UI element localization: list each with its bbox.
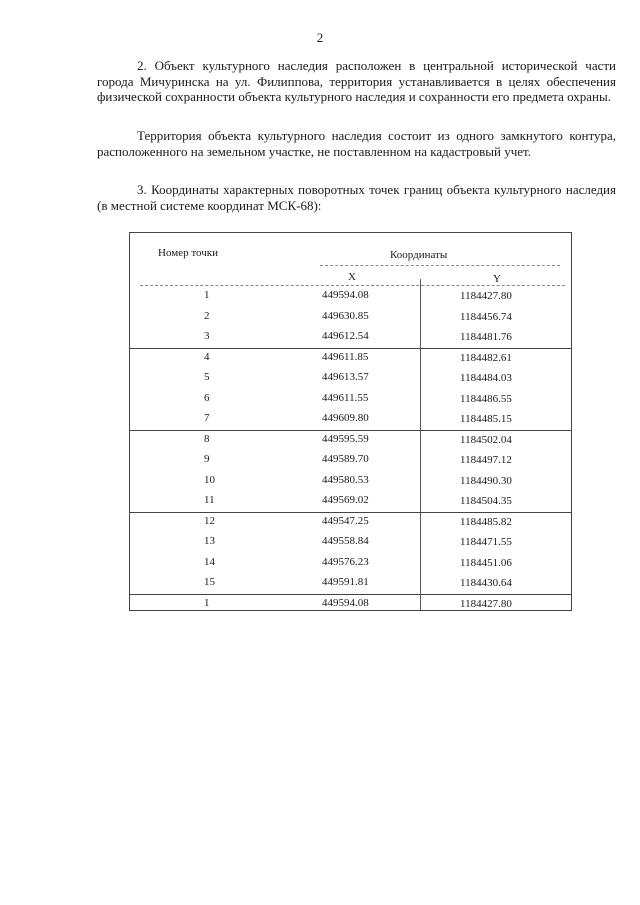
y-coordinate-cell: 1184502.04 [460,434,512,446]
x-coordinate-cell: 449591.81 [322,576,369,588]
x-coordinate-cell: 449580.53 [322,474,369,486]
paragraph-coordinates-intro-text: 3. Координаты характерных поворотных точек границ объекта культурного наследия (в местной системе координат МСК-68): [97,182,616,213]
header-y: Y [493,273,501,285]
table-row [130,409,571,429]
y-coordinate-cell: 1184485.15 [460,413,512,425]
y-coordinate-cell: 1184490.30 [460,475,512,487]
point-number-cell: 15 [204,576,215,588]
point-number-cell: 6 [204,392,210,404]
y-coordinate-cell: 1184427.80 [460,290,512,302]
x-coordinate-cell: 449595.59 [322,433,369,445]
x-coordinate-cell: 449609.80 [322,412,369,424]
x-coordinate-cell: 449589.70 [322,453,369,465]
y-coordinate-cell: 1184471.55 [460,536,512,548]
x-coordinate-cell: 449569.02 [322,494,369,506]
x-coordinate-cell: 449612.54 [322,330,369,342]
point-number-cell: 11 [204,494,215,506]
point-number-cell: 1 [204,597,210,609]
x-coordinate-cell: 449558.84 [322,535,369,547]
table-row [130,573,571,593]
y-coordinate-cell: 1184486.55 [460,393,512,405]
point-number-cell: 2 [204,310,210,322]
paragraph-territory [97,128,616,159]
y-coordinate-cell: 1184504.35 [460,495,512,507]
header-point-number: Номер точки [158,247,218,259]
x-coordinate-cell: 449594.08 [322,289,369,301]
point-number-cell: 4 [204,351,210,363]
page-number: 2 [316,30,324,45]
coordinates-table [129,232,572,611]
point-number-cell: 5 [204,371,210,383]
x-coordinate-cell: 449576.23 [322,556,369,568]
x-coordinate-cell: 449613.57 [322,371,369,383]
point-number-cell: 10 [204,474,215,486]
point-number-cell: 3 [204,330,210,342]
table-row [130,307,571,327]
point-number-cell: 8 [204,433,210,445]
point-number-cell: 12 [204,515,215,527]
y-coordinate-cell: 1184481.76 [460,331,512,343]
header-coordinates: Координаты [390,249,448,261]
paragraph-location [97,58,616,105]
table-row [130,348,571,368]
header-x: X [348,271,356,283]
x-coordinate-cell: 449630.85 [322,310,369,322]
y-coordinate-cell: 1184482.61 [460,352,512,364]
y-coordinate-cell: 1184484.03 [460,372,512,384]
table-row [130,471,571,491]
point-number-cell: 1 [204,289,210,301]
y-coordinate-cell: 1184456.74 [460,311,512,323]
table-row [130,389,571,409]
table-row [130,553,571,573]
y-coordinate-cell: 1184451.06 [460,557,512,569]
y-coordinate-cell: 1184485.82 [460,516,512,528]
table-row [130,430,571,450]
paragraph-location-text: 2. Объект культурного наследия расположен в центральной исторической части города Мичуринска на ул. Филиппова, территория устанавливается в целях обеспечения физической сохранности объекта культурного наследия и сохранности его предмета охраны. [97,58,616,104]
paragraph-territory-text: Территория объекта культурного наследия состоит из одного замкнутого контура, расположенного на земельном участке, не поставленном на кадастровый учет. [97,128,616,159]
header-dashed-rule [320,265,560,266]
y-coordinate-cell: 1184497.12 [460,454,512,466]
x-coordinate-cell: 449594.08 [322,597,369,609]
x-coordinate-cell: 449547.25 [322,515,369,527]
point-number-cell: 13 [204,535,215,547]
table-row [130,512,571,532]
point-number-cell: 14 [204,556,215,568]
table-row [130,450,571,470]
table-row [130,368,571,388]
y-coordinate-cell: 1184427.80 [460,598,512,610]
table-row [130,286,571,306]
point-number-cell: 9 [204,453,210,465]
paragraph-coordinates-intro [97,182,616,213]
table-row [130,327,571,347]
table-row [130,594,571,614]
x-coordinate-cell: 449611.85 [322,351,369,363]
point-number-cell: 7 [204,412,210,424]
x-coordinate-cell: 449611.55 [322,392,369,404]
table-row [130,491,571,511]
table-row [130,532,571,552]
y-coordinate-cell: 1184430.64 [460,577,512,589]
